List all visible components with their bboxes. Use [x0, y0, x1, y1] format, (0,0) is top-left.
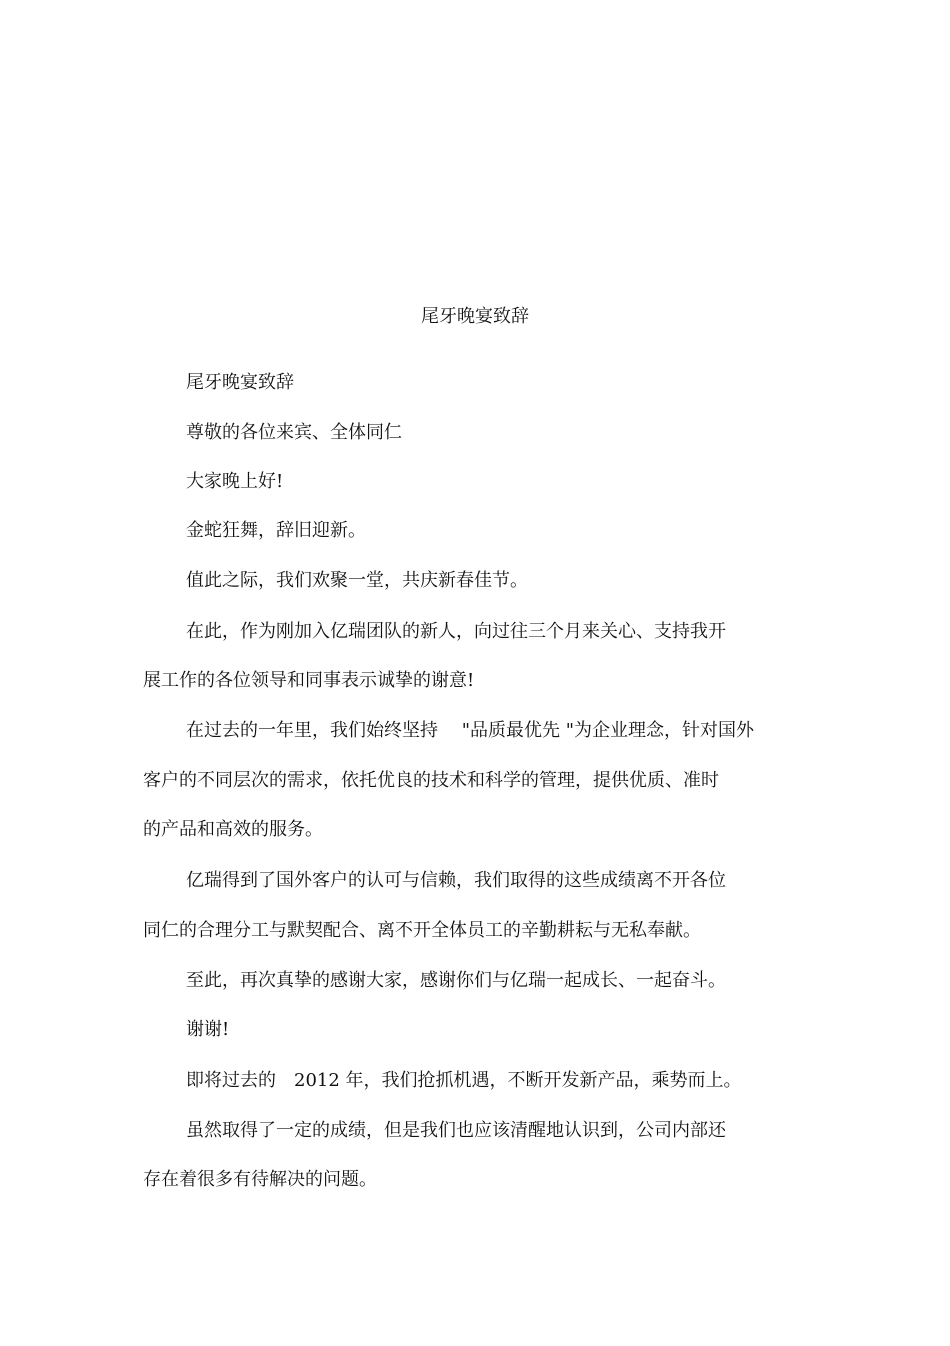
text-line: 存在着很多有待解决的问题。	[143, 1169, 377, 1190]
text-line: 同仁的合理分工与默契配合、离不开全体员工的辛勤耕耘与无私奉献。	[143, 920, 701, 941]
text-line: 尊敬的各位来宾、全体同仁	[186, 422, 402, 443]
text-line: 虽然取得了一定的成绩，但是我们也应该清醒地认识到，公司内部还	[186, 1120, 726, 1141]
text-line: 在此，作为刚加入亿瑞团队的新人，向过往三个月来关心、支持我开	[186, 621, 726, 642]
text-line: 展工作的各位领导和同事表示诚挚的谢意!	[143, 670, 475, 691]
text-line: 即将过去的 2012 年，我们抢抓机遇，不断开发新产品，乘势而上。	[186, 1070, 742, 1091]
text-line: 值此之际，我们欢聚一堂，共庆新春佳节。	[186, 570, 528, 591]
text-line: 的产品和高效的服务。	[143, 819, 323, 840]
text-line: 尾牙晚宴致辞	[186, 372, 294, 393]
text-line: 在过去的一年里，我们始终坚持 "品质最优先 "为企业理念，针对国外	[186, 720, 754, 741]
text-line: 谢谢!	[186, 1019, 230, 1040]
document-title: 尾牙晚宴致辞	[421, 306, 529, 327]
text-line: 亿瑞得到了国外客户的认可与信赖，我们取得的这些成绩离不开各位	[186, 870, 726, 891]
text-line: 金蛇狂舞，辞旧迎新。	[186, 520, 366, 541]
text-line: 至此，再次真挚的感谢大家，感谢你们与亿瑞一起成长、一起奋斗。	[186, 970, 726, 991]
text-line: 客户的不同层次的需求，依托优良的技术和科学的管理，提供优质、准时	[143, 770, 719, 791]
text-line: 大家晚上好!	[186, 471, 284, 492]
